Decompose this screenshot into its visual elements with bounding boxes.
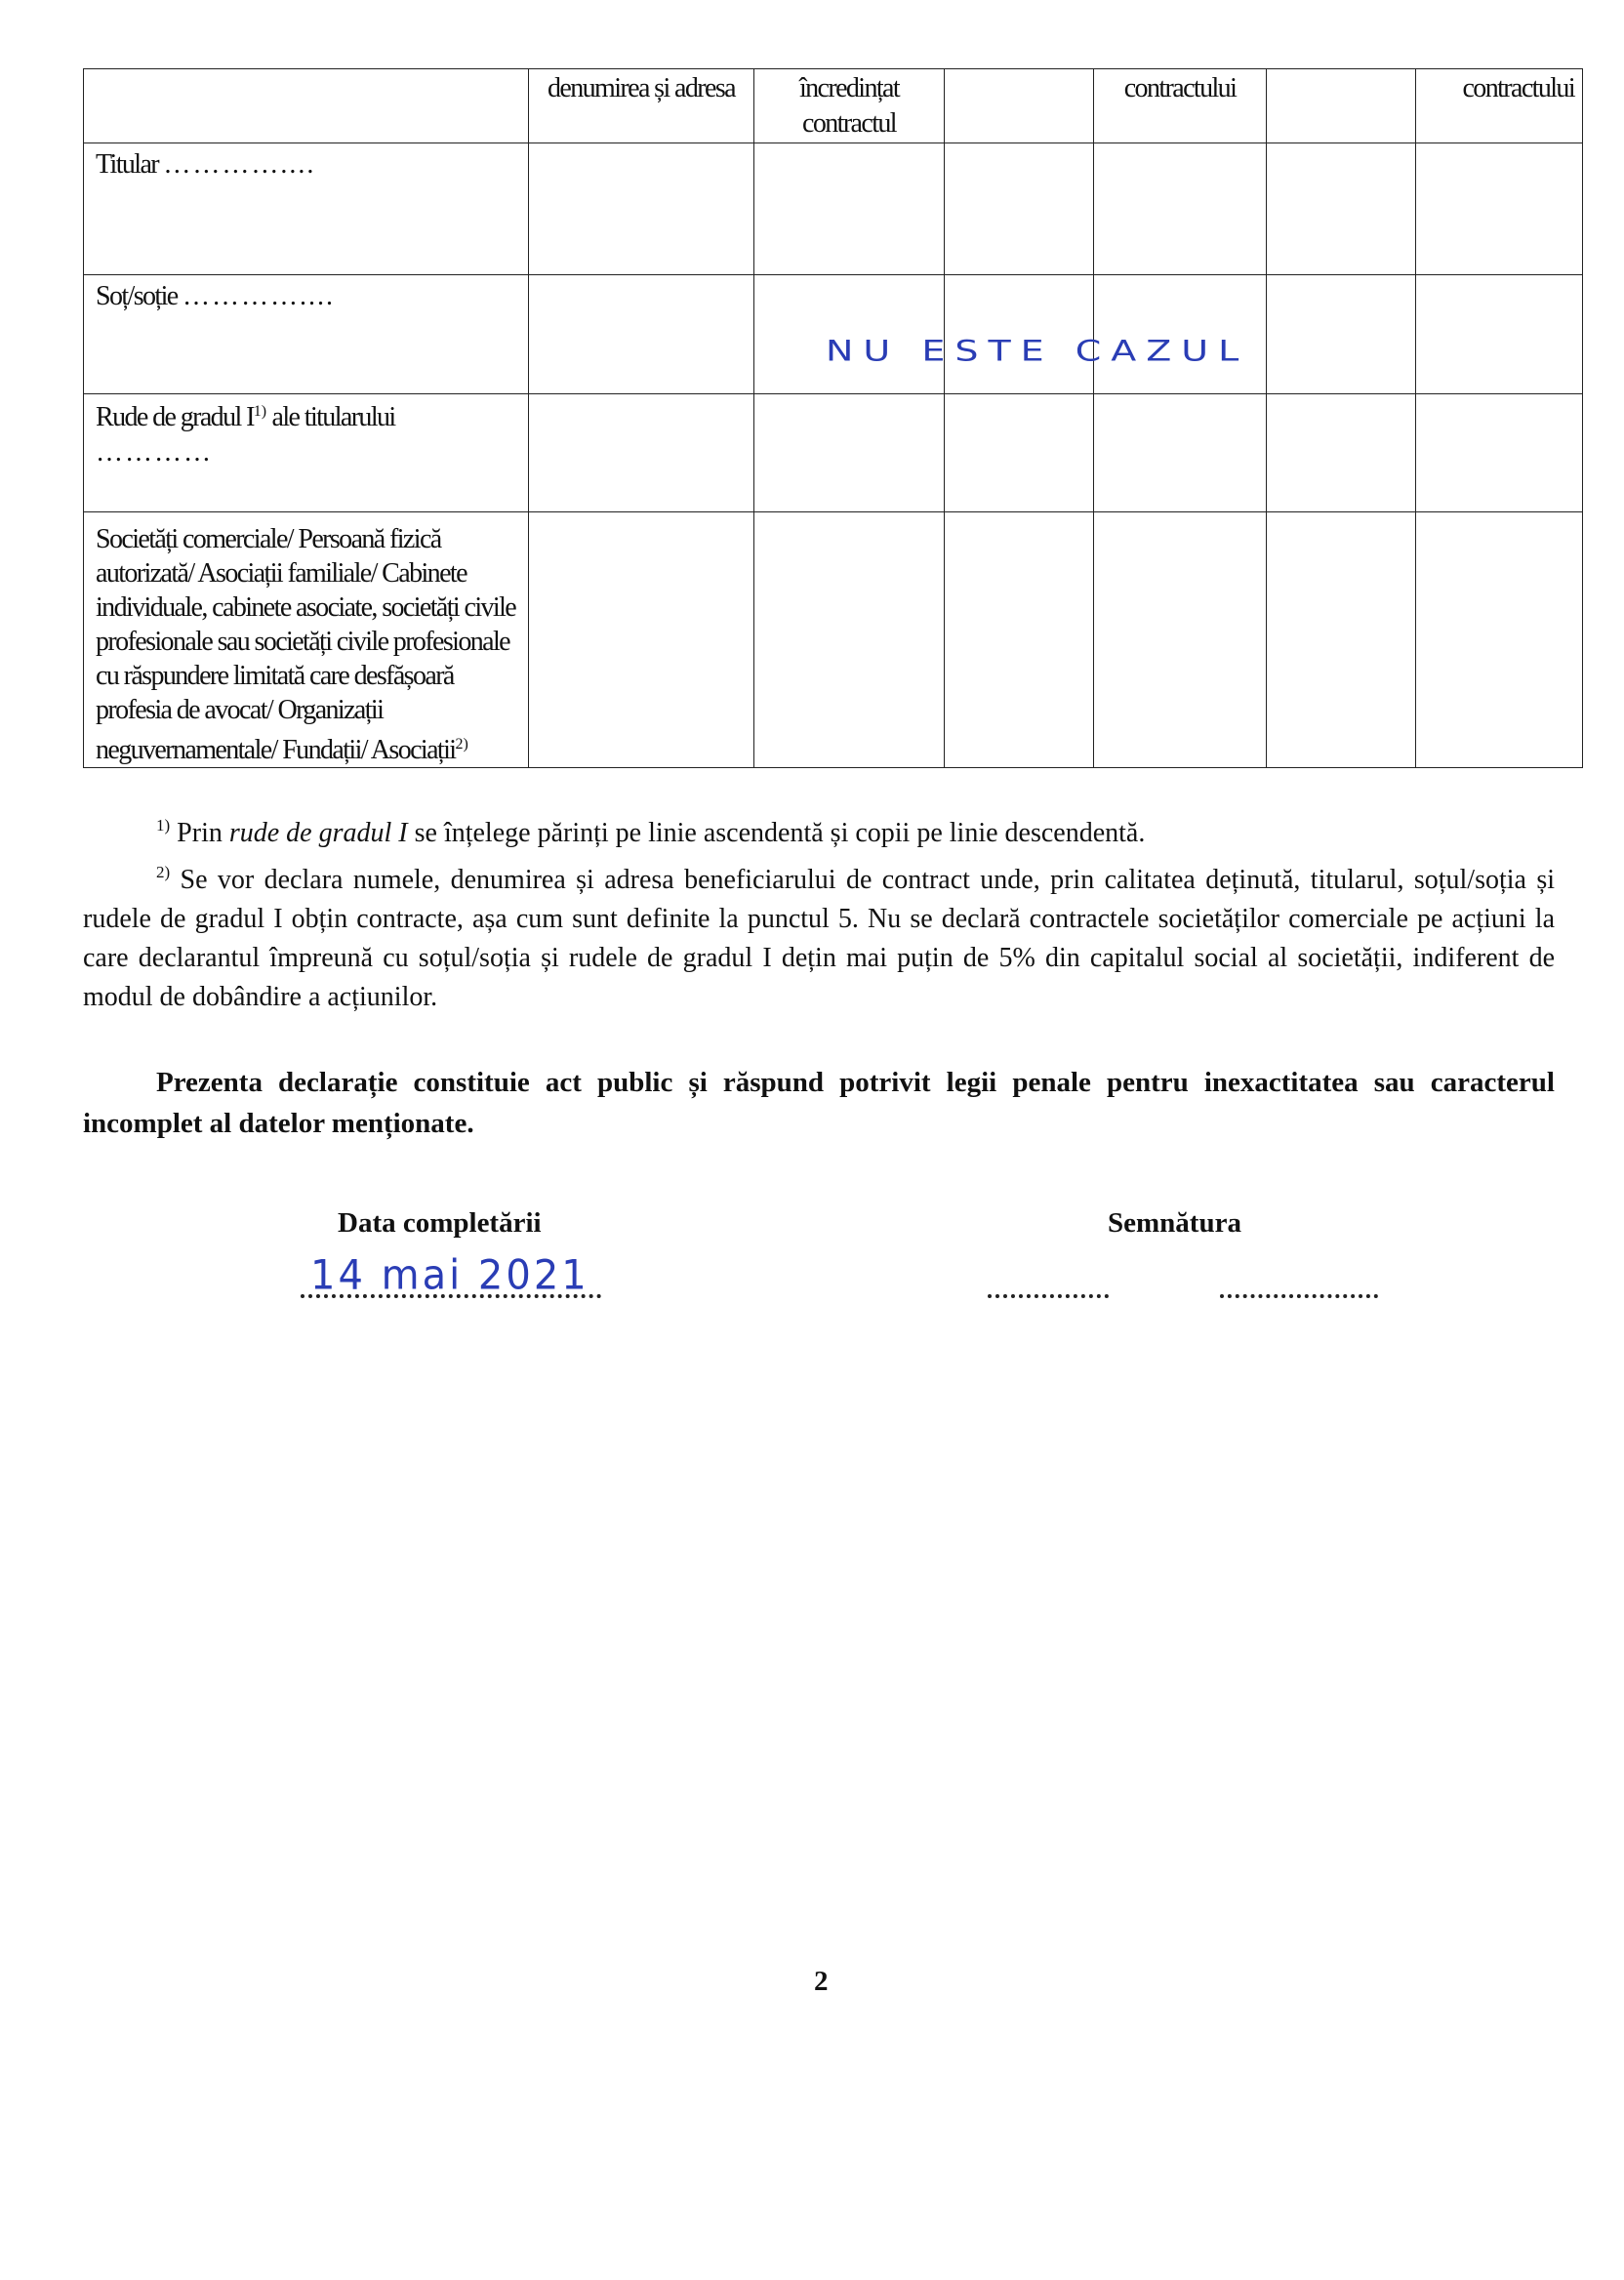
header-cell-blank-2 — [1267, 69, 1416, 143]
header-cell-incredintat: încredințat contractul — [754, 69, 945, 143]
table-row-titular — [84, 143, 1583, 275]
table-cell — [754, 143, 945, 275]
table-cell — [529, 275, 754, 394]
table-header-row — [84, 69, 1583, 143]
row-label-societati: Societăți comerciale/ Persoană fizică autorizată/ Asociații familiale/ Cabinete individuale, cabinete asociate, societăți civile profesionale sau societăți civile profesionale cu răspundere limitată care desfășoară profesia de avocat/ Organizații neguvernamentale/ Fundații/ Asociații$^{2)}$ — [84, 512, 529, 768]
table-row-rude — [84, 394, 1583, 512]
header-cell-contractului-2: contractului — [1416, 69, 1583, 143]
handwritten-not-applicable: NU ESTE CAZUL — [826, 334, 1249, 368]
handwritten-date: 14 mai 2021 — [310, 1251, 589, 1300]
table-cell — [1416, 143, 1583, 275]
row-label-rude: Rude de gradul $I^{1)}$ ale titularului ………… — [84, 394, 529, 512]
date-dotted-line — [301, 1286, 601, 1298]
signature-dotted-line-1 — [988, 1294, 1109, 1298]
page-number: 2 — [814, 1966, 829, 1997]
signature-dotted-line-2 — [1220, 1294, 1378, 1298]
table-cell — [754, 512, 945, 768]
row-label-titular: Titular ………….... — [84, 143, 529, 275]
contracts-table-wrapper — [83, 68, 1583, 768]
table-row-societati — [84, 512, 1583, 768]
header-cell-empty — [84, 69, 529, 143]
header-cell-denumirea: denumirea și adresa — [529, 69, 754, 143]
table-cell — [1267, 394, 1416, 512]
table-cell — [529, 394, 754, 512]
header-cell-contractului-1: contractului — [1094, 69, 1267, 143]
table-cell — [945, 512, 1094, 768]
table-cell — [529, 512, 754, 768]
table-cell — [1267, 512, 1416, 768]
footnotes — [83, 806, 1555, 1017]
table-cell — [945, 143, 1094, 275]
table-cell — [529, 143, 754, 275]
contracts-table — [83, 68, 1583, 768]
table-cell — [1094, 394, 1267, 512]
row-label-sot-sotie: Soț/soție ………….... — [84, 275, 529, 394]
signature-label: Semnătura — [1108, 1207, 1241, 1239]
table-cell — [1416, 275, 1583, 394]
table-cell — [1267, 275, 1416, 394]
footnote-1: $^{1)}$ Prin rude de gradul I se înțelege părinți pe linie ascendentă și copii pe linie descendentă. — [156, 816, 1146, 848]
table-cell — [754, 394, 945, 512]
table-cell — [1094, 143, 1267, 275]
declaration-statement: Prezenta declarație constituie act public și răspund potrivit legii penale pentru inexactitatea sau caracterul incomplet al datelor menționate. — [83, 1067, 1555, 1139]
date-label: Data completării — [338, 1207, 542, 1239]
table-cell — [1416, 512, 1583, 768]
table-cell — [1416, 394, 1583, 512]
header-cell-blank-1 — [945, 69, 1094, 143]
table-cell — [1094, 512, 1267, 768]
table-cell — [945, 394, 1094, 512]
footnote-2: $^{2)}$ Se vor declara numele, denumirea și adresa beneficiarului de contract unde, prin calitatea deținută, titularul, soțul/soția și rudele de gradul I obțin contracte, așa cum sunt definite la punctul 5. Nu se declară contractele societăților comerciale pe acțiuni la care declarantul împreună cu soțul/soția și rudele de gradul I dețin mai puțin de 5% din capitalul social al societății, indiferent de modul de dobândire a acțiunilor. — [83, 863, 1555, 1012]
table-cell — [1267, 143, 1416, 275]
